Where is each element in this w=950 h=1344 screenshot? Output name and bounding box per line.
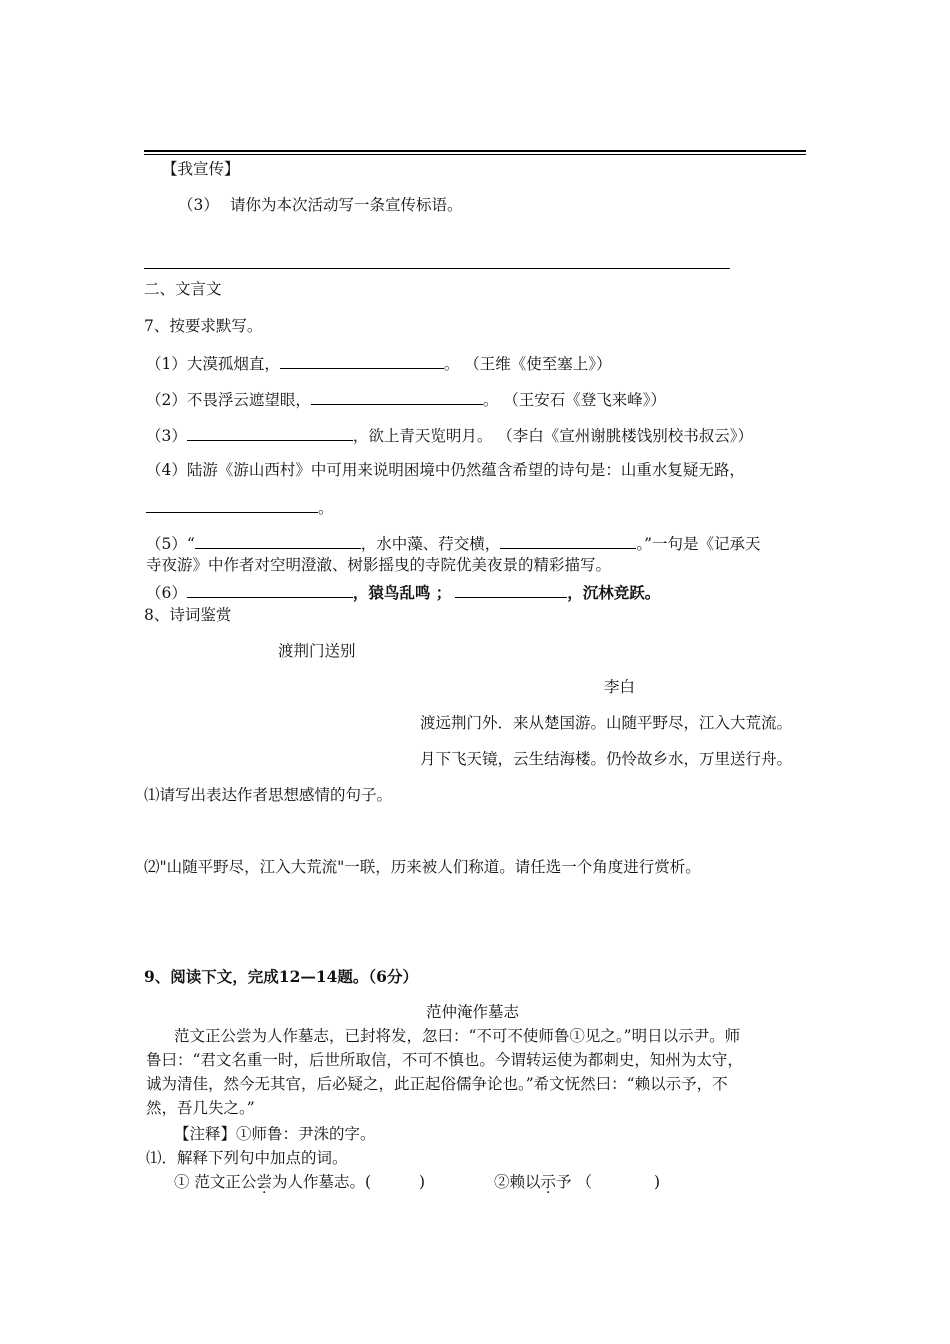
passage-note: 【注释】①师鲁：尹洙的字。 bbox=[174, 1125, 376, 1143]
question-9-sub-1: ⑴．解释下列句中加点的词。 bbox=[146, 1149, 348, 1167]
question-7-item-5-cont: 寺夜游》中作者对空明澄澈、树影摇曳的寺院优美夜景的精彩描写。 bbox=[146, 556, 612, 574]
blank-7-6b[interactable] bbox=[455, 581, 567, 598]
header-double-rule-thick bbox=[144, 150, 806, 152]
blank-7-3[interactable] bbox=[187, 424, 353, 441]
poem-line-1: 渡远荆门外．来从楚国游。山随平野尽，江入大荒流。 bbox=[420, 714, 793, 732]
poem-title: 渡荆门送别 bbox=[278, 642, 356, 660]
blank-7-5a[interactable] bbox=[195, 532, 361, 549]
blank-7-4[interactable] bbox=[146, 496, 318, 513]
question-7-item-6: （6） ，猿鸟乱鸣 ； ，沉林竞跃。 bbox=[146, 583, 661, 602]
passage-line-2: 鲁曰：“君文名重一时，后世所取信，不可不慎也。今谓转运使为都刺史，知州为太守， bbox=[146, 1051, 743, 1069]
question-9-sub-1-a: ① 范文正公尝为人作墓志。( ) bbox=[174, 1173, 426, 1191]
question-8-sub-2: ⑵"山随平野尽，江入大荒流"一联，历来被人们称道。请任选一个角度进行赏析。 bbox=[144, 858, 701, 876]
section-heading-woxuanchuan: 【我宣传】 bbox=[162, 160, 240, 178]
question-7-item-4-answer: 。 bbox=[146, 496, 334, 518]
poem-line-2: 月下飞天镜，云生结海楼。仍怜故乡水，万里送行舟。 bbox=[420, 750, 793, 768]
question-7-item-2: （2）不畏浮云遮望眼， 。 （王安石《登飞来峰》） bbox=[146, 388, 666, 410]
blank-7-2[interactable] bbox=[311, 388, 483, 405]
question-9-title: 9、阅读下文，完成12—14题。（6分） bbox=[144, 967, 418, 986]
question-8-title: 8、诗词鉴赏 bbox=[144, 606, 232, 624]
dotted-word-shi: 示 bbox=[540, 1173, 557, 1191]
question-7-item-5: （5）“ ，水中藻、荇交横， 。”一句是《记承天 bbox=[146, 532, 761, 554]
passage-line-3: 诚为清佳，然今无其官，后必疑之，此正起俗儒争论也。”希文怃然曰：“赖以示予，不 bbox=[146, 1075, 728, 1093]
question-7-item-1: （1）大漠孤烟直， 。 （王维《使至塞上》） bbox=[146, 352, 612, 374]
passage-line-4: 然，吾几失之。” bbox=[146, 1099, 255, 1117]
passage-line-1: 范文正公尝为人作墓志，已封将发，忽曰：“不可不使师鲁①见之。”明日以示尹。师 bbox=[174, 1027, 741, 1045]
question-7-item-4: （4）陆游《游山西村》中可用来说明困境中仍然蕴含希望的诗句是：山重水复疑无路， bbox=[146, 461, 745, 479]
question-3-text: 请你为本次活动写一条宣传标语。 bbox=[230, 196, 463, 214]
header-double-rule-thin bbox=[144, 154, 806, 155]
answer-line-slogan bbox=[144, 268, 730, 269]
passage-title: 范仲淹作墓志 bbox=[426, 1003, 520, 1021]
question-3-number: （3） bbox=[178, 196, 219, 214]
question-8-sub-1: ⑴请写出表达作者思想感情的句子。 bbox=[144, 786, 393, 804]
dotted-word-chang: 尝 bbox=[256, 1173, 272, 1191]
blank-7-5b[interactable] bbox=[500, 532, 636, 549]
section-heading-classical-chinese: 二、文言文 bbox=[144, 280, 222, 298]
question-7-title: 7、按要求默写。 bbox=[144, 317, 263, 335]
poem-author: 李白 bbox=[604, 678, 636, 696]
blank-7-1[interactable] bbox=[280, 352, 444, 369]
blank-7-6a[interactable] bbox=[187, 581, 353, 598]
question-7-item-3: （3） ，欲上青天览明月。 （李白《宣州谢朓楼饯别校书叔云》） bbox=[146, 424, 753, 446]
question-9-sub-1-b: ②赖以示予 （ ) bbox=[494, 1173, 661, 1191]
